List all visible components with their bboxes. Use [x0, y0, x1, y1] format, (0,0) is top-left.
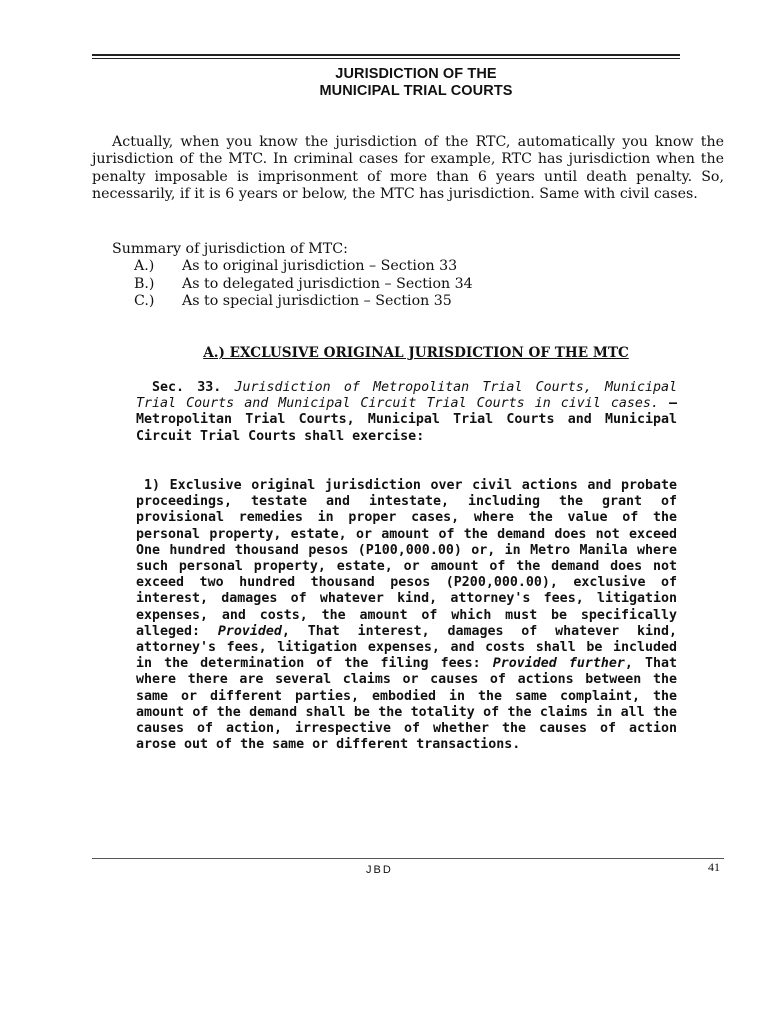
top-rule — [92, 54, 680, 59]
section-lead-in: – Metropolitan Trial Courts, Municipal Trial Courts and Municipal Circuit Trial Courts shall exercise: — [136, 396, 677, 444]
paragraph-1 — [136, 478, 677, 753]
section-number: Sec. 33. — [152, 380, 222, 395]
summary-item — [112, 276, 712, 293]
summary-item — [112, 293, 712, 310]
summary-heading: Summary of jurisdiction of MTC: — [112, 241, 348, 257]
section-33-intro — [136, 380, 677, 445]
page-title — [92, 66, 740, 100]
summary-item — [112, 258, 712, 275]
page-number: 41 — [708, 860, 720, 874]
title-line-1: JURISDICTION OF THE — [335, 66, 497, 82]
summary-list — [112, 258, 712, 310]
paragraph-1-part-3: , That where there are several claims or causes of actions between the same or different parties, embodied in the same complaint, the amount of the demand shall be the totality of the claims in all the causes of action, irrespective of whether the causes of action arose out of the same or different transactions. — [136, 656, 677, 753]
summary-item-label: C.) — [134, 292, 155, 309]
summary-item-text: As to delegated jurisdiction – Section 34 — [182, 275, 473, 292]
title-line-2: MUNICIPAL TRIAL COURTS — [319, 83, 513, 99]
summary-item-text: As to special jurisdiction – Section 35 — [182, 292, 452, 309]
section-caption: Jurisdiction of Metropolitan Trial Courts, Municipal Trial Courts and Municipal Circuit Trial Courts in civil cases. — [136, 380, 677, 412]
footer-rule — [92, 858, 724, 859]
summary-item-text: As to original jurisdiction – Section 33 — [182, 258, 458, 275]
section-heading: A.) EXCLUSIVE ORIGINAL JURISDICTION OF THE MTC — [203, 345, 629, 361]
summary-item-label: B.) — [134, 275, 155, 292]
summary-block — [112, 241, 712, 310]
proviso-provided-further: Provided further — [492, 656, 625, 672]
paragraph-1-part-2: , That interest, damages of whatever kind, attorney's fees, litigation expenses, and costs shall be included in the determination of the filing fees: — [136, 623, 677, 672]
intro-paragraph: Actually, when you know the jurisdiction of the RTC, automatically you know the jurisdiction of the MTC. In criminal cases for example, RTC has jurisdiction when the penalty imposable is imprisonment of more than 6 years until death penalty. So, necessarily, if it is 6 years or below, the MTC has jurisdiction. Same with civil cases. — [92, 134, 724, 202]
paragraph-1-part-1: 1) Exclusive original jurisdiction over civil actions and probate proceedings, testate and intestate, including the grant of provisional remedies in proper cases, where the value of the personal property, estate, or amount of the demand does not exceed One hundred thousand pesos (P100,000.00) or, in Metro Manila where such personal property, estate, or amount of the demand does not exceed two hundred thousand pesos (P200,000.00), exclusive of interest, damages of whatever kind, attorney's fees, litigation expenses, and costs, the amount of which must be specifically alleged: — [136, 478, 677, 639]
summary-item-label: A.) — [134, 258, 155, 275]
footer-author: JBD — [366, 864, 393, 876]
proviso-provided: Provided — [217, 623, 282, 639]
